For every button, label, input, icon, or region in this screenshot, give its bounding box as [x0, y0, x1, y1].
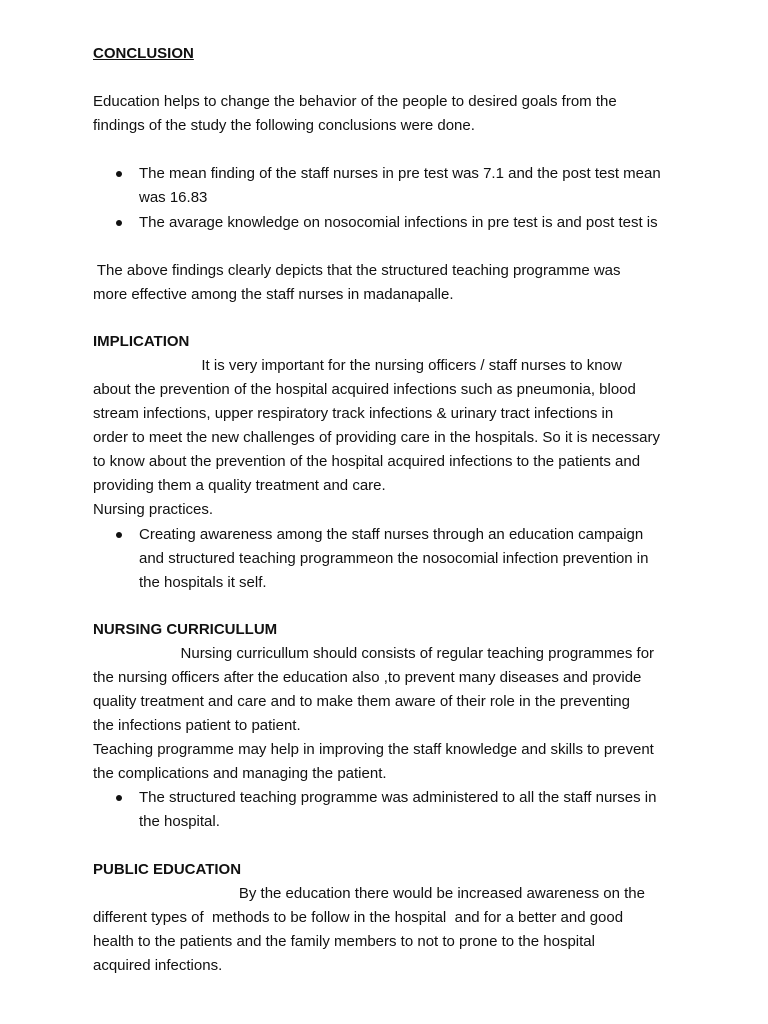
curriculum-para-line: quality treatment and care and to make them aware of their role in the preventing: [93, 693, 630, 710]
conclusion-heading: CONCLUSION: [93, 45, 194, 62]
conclusion-bullet-2-line: The avarage knowledge on nosocomial infections in pre test is and post test is: [139, 214, 658, 231]
bullet-icon: [116, 532, 122, 538]
curriculum-para-line: Nursing curricullum should consists of regular teaching programmes for: [93, 645, 655, 662]
bullet-icon: [116, 220, 122, 226]
conclusion-summary-line: The above findings clearly depicts that the structured teaching programme was: [93, 262, 621, 279]
curriculum-para-line: the complications and managing the patient.: [93, 765, 387, 782]
curriculum-heading: NURSING CURRICULLUM: [93, 621, 278, 638]
implication-para-line: Nursing practices.: [93, 501, 214, 518]
implication-para-line: about the prevention of the hospital acquired infections such as pneumonia, blood: [93, 381, 636, 398]
implication-para-line: It is very important for the nursing officers / staff nurses to know: [93, 357, 622, 374]
curriculum-para-line: the nursing officers after the education also ,to prevent many diseases and provide: [93, 669, 642, 686]
implication-bullet-line: and structured teaching programmeon the nosocomial infection prevention in: [139, 550, 649, 567]
implication-para-line: providing them a quality treatment and care.: [93, 477, 386, 494]
conclusion-bullet-1-line: was 16.83: [139, 189, 208, 206]
bullet-icon: [116, 795, 122, 801]
conclusion-intro-line: findings of the study the following conclusions were done.: [93, 117, 475, 134]
public-education-para-line: acquired infections.: [93, 957, 223, 974]
public-education-para-line: By the education there would be increased awareness on the: [93, 885, 645, 902]
curriculum-bullet-line: the hospital.: [139, 813, 220, 830]
public-education-heading: PUBLIC EDUCATION: [93, 861, 242, 878]
implication-para-line: stream infections, upper respiratory track infections & urinary tract infections in: [93, 405, 614, 422]
conclusion-bullet-1-line: The mean finding of the staff nurses in pre test was 7.1 and the post test mean: [139, 165, 661, 182]
conclusion-intro-line: Education helps to change the behavior of the people to desired goals from the: [93, 93, 617, 110]
implication-heading: IMPLICATION: [93, 333, 190, 350]
public-education-para-line: different types of methods to be follow in the hospital and for a better and good: [93, 909, 624, 926]
curriculum-para-line: the infections patient to patient.: [93, 717, 301, 734]
conclusion-summary-line: more effective among the staff nurses in madanapalle.: [93, 286, 454, 303]
curriculum-para-line: Teaching programme may help in improving the staff knowledge and skills to prevent: [93, 741, 654, 758]
public-education-para-line: health to the patients and the family members to not to prone to the hospital: [93, 933, 595, 950]
curriculum-bullet-line: The structured teaching programme was administered to all the staff nurses in: [139, 789, 657, 806]
implication-bullet-line: the hospitals it self.: [139, 574, 267, 591]
bullet-icon: [116, 171, 122, 177]
implication-para-line: order to meet the new challenges of providing care in the hospitals. So it is necessary: [93, 429, 660, 446]
implication-para-line: to know about the prevention of the hospital acquired infections to the patients and: [93, 453, 641, 470]
implication-bullet-line: Creating awareness among the staff nurses through an education campaign: [139, 526, 644, 543]
